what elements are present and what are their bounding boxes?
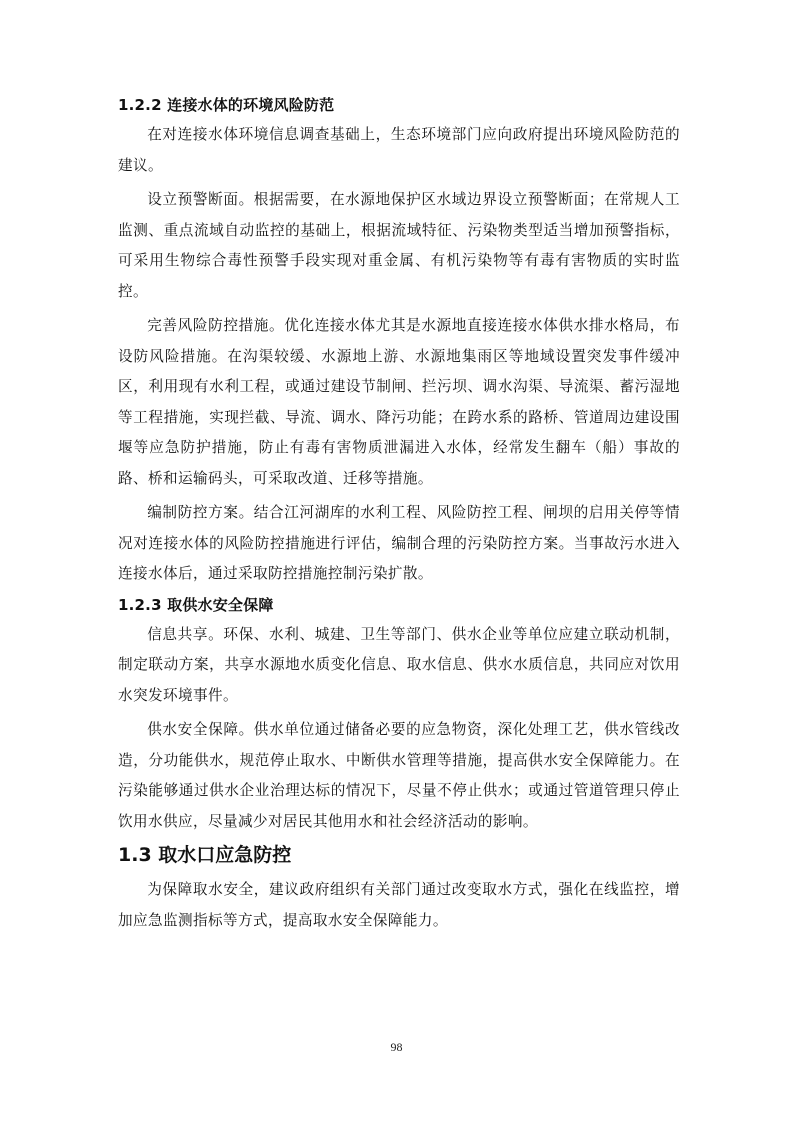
- paragraph: 完善风险防控措施。优化连接水体尤其是水源地直接连接水体供水排水格局，布设防风险措施。在沟渠较缓、水源地上游、水源地集雨区等地域设置突发事件缓冲区，利用现有水利工程，或通过建设节制闸、拦污坝、调水沟渠、导流渠、蓄污湿地等工程措施，实现拦截、导流、调水、降污功能；在跨水系的路桥、管道周边建设围堰等应急防护措施，防止有毒有害物质泄漏进入水体，经常发生翻车（船）事故的路、桥和运输码头，可采取改道、迁移等措施。: [118, 317, 680, 487]
- paragraph: 为保障取水安全，建议政府组织有关部门通过改变取水方式，强化在线监控，增加应急监测指标等方式，提高取水安全保障能力。: [118, 881, 680, 929]
- paragraph: 在对连接水体环境信息调查基础上，生态环境部门应向政府提出环境风险防范的建议。: [118, 126, 680, 174]
- paragraph: 供水安全保障。供水单位通过储备必要的应急物资，深化处理工艺，供水管线改造，分功能供水，规范停止取水、中断供水管理等措施，提高供水安全保障能力。在污染能够通过供水企业治理达标的情况下，尽量不停止供水；或通过管道管理只停止饮用水供应，尽量减少对居民其他用水和社会经济活动的影响。: [118, 721, 680, 830]
- page-number: 98: [390, 1040, 403, 1054]
- paragraph: 设立预警断面。根据需要，在水源地保护区水域边界设立预警断面；在常规人工监测、重点流域自动监控的基础上，根据流域特征、污染物类型适当增加预警指标，可采用生物综合毒性预警手段实现对重金属、有机污染物等有毒有害物质的实时监控。: [118, 191, 680, 300]
- paragraph: 编制防控方案。结合江河湖库的水利工程、风险防控工程、闸坝的启用关停等情况对连接水体的风险防控措施进行评估，编制合理的污染防控方案。当事故污水进入连接水体后，通过采取防控措施控制污染扩散。: [118, 504, 680, 582]
- page-content: [118, 94, 680, 936]
- section-heading-1-3: 1.3 取水口应急防控: [118, 844, 292, 866]
- paragraph: 信息共享。环保、水利、城建、卫生等部门、供水企业等单位应建立联动机制，制定联动方案，共享水源地水质变化信息、取水信息、供水水质信息，共同应对饮用水突发环境事件。: [118, 625, 680, 704]
- section-heading-1-2-3: 1.2.3 取供水安全保障: [118, 595, 274, 614]
- section-heading-1-2-2: 1.2.2 连接水体的环境风险防范: [118, 96, 335, 114]
